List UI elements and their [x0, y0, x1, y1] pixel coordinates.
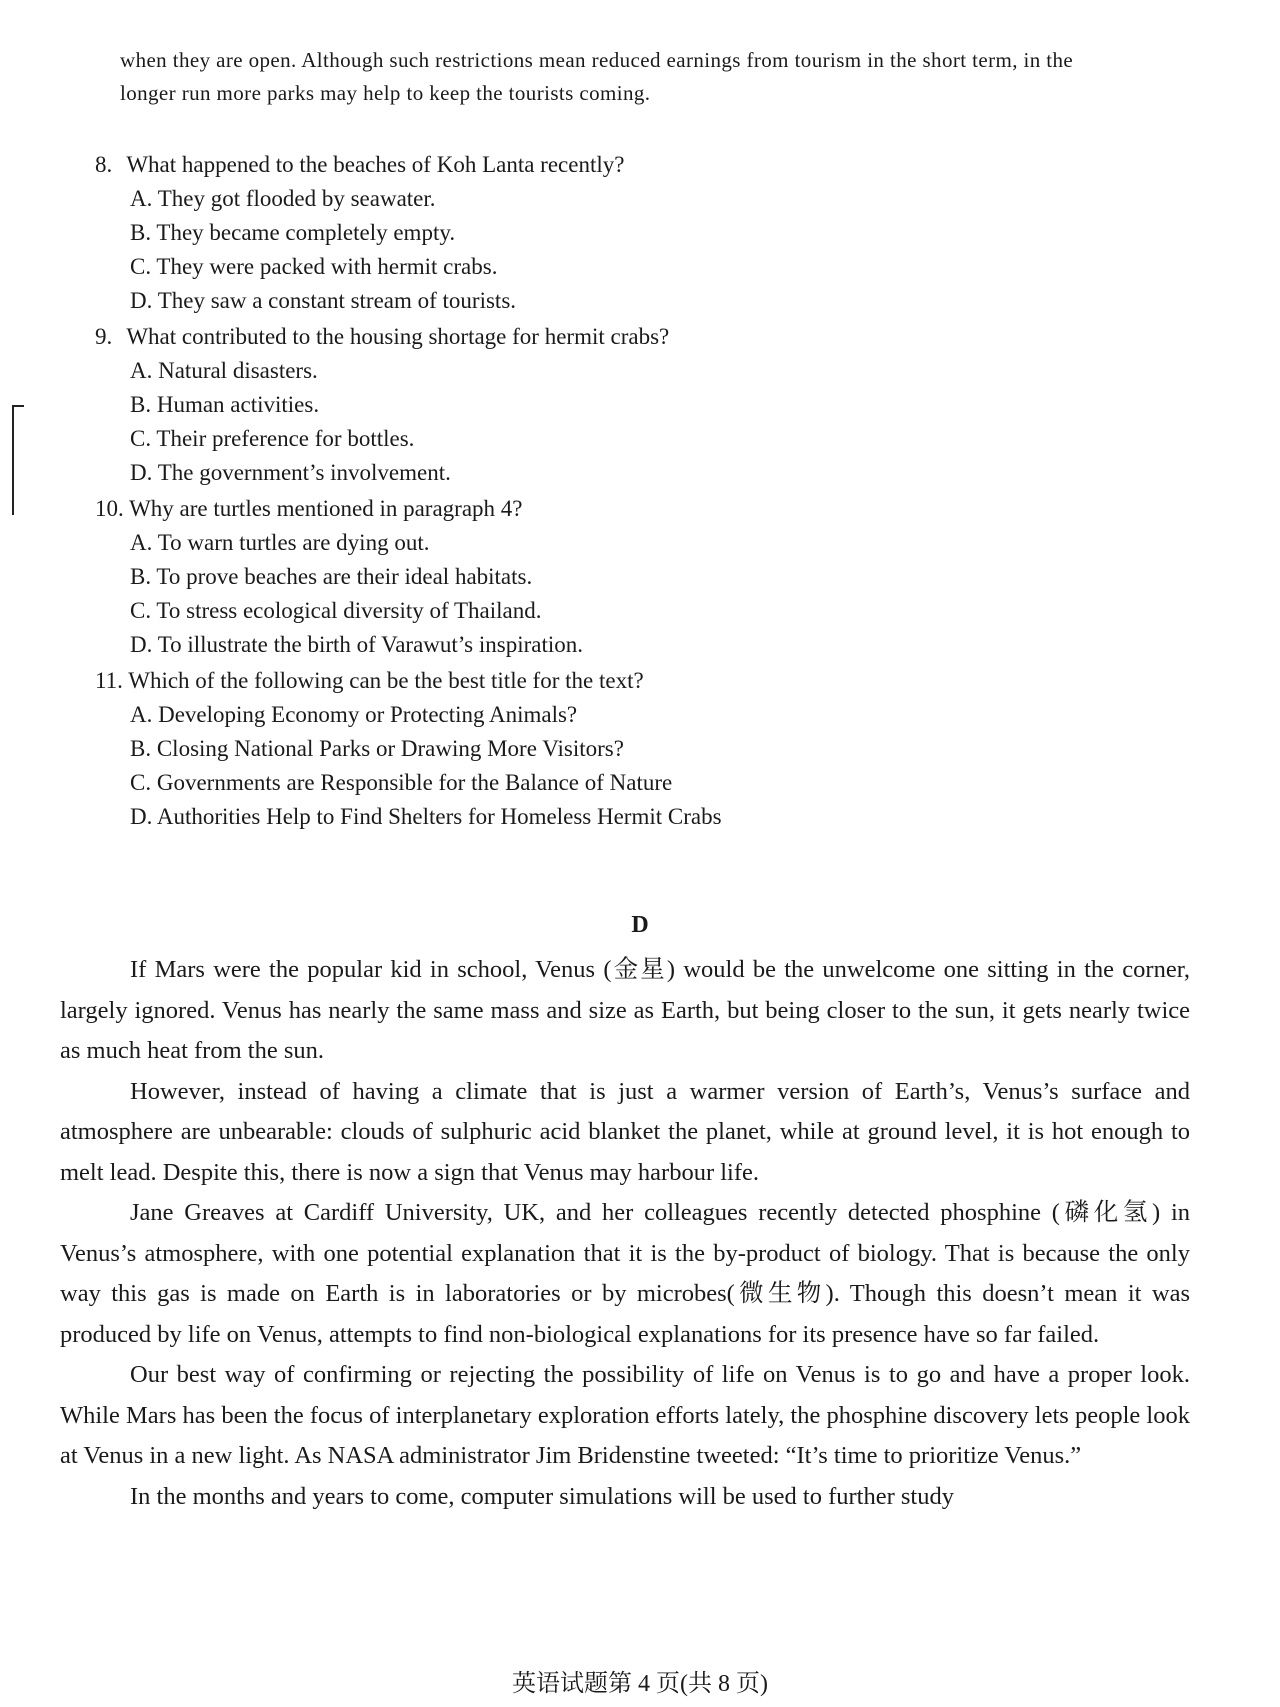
question-text: What contributed to the housing shortage for hermit crabs?: [126, 324, 670, 349]
option-c: C. Their preference for bottles.: [130, 426, 415, 451]
passage-paragraph-4: Our best way of confirming or rejecting the possibility of life on Venus is to go and have a proper look. While Mars has been the focus of interplanetary exploration efforts lately, the phosphine discovery lets people look at Venus in a new light. As NASA administrator Jim Bridenstine tweeted: “It’s time to prioritize Venus.”: [60, 1361, 1190, 1469]
question-stem: [95, 320, 1095, 354]
question-8: [95, 148, 1095, 318]
option-a: A. To warn turtles are dying out.: [130, 530, 430, 555]
question-10: [95, 492, 1095, 662]
option-a: A. They got flooded by seawater.: [130, 186, 436, 211]
question-number: 9.: [95, 324, 113, 349]
intro-paragraph: when they are open. Although such restrictions mean reduced earnings from tourism in the short term, in the longer run more parks may help to keep the tourists coming.: [120, 48, 1074, 105]
section-heading: D: [631, 912, 649, 938]
question-11: [95, 664, 1095, 834]
option-c: C. Governments are Responsible for the Balance of Nature: [130, 770, 673, 795]
binding-margin-mark: [12, 405, 24, 515]
option-d: D. The government’s involvement.: [130, 460, 451, 485]
passage-paragraph-3: Jane Greaves at Cardiff University, UK, and her colleagues recently detected phosphine (磷化氢) in Venus’s atmosphere, with one potential explanation that it is the by-product of biology. That is because the only way this gas is made on Earth is in laboratories or by microbes(微生物). Though this doesn’t mean it was produced by life on Venus, attempts to find non-biological explanations for its presence have so far failed.: [60, 1199, 1190, 1348]
question-9: [95, 320, 1095, 490]
question-list: [95, 148, 1095, 836]
question-number: 10.: [95, 496, 124, 521]
option-b: B. Closing National Parks or Drawing More Visitors?: [130, 736, 624, 761]
option-a: A. Developing Economy or Protecting Animals?: [130, 702, 578, 727]
option-c: C. They were packed with hermit crabs.: [130, 254, 498, 279]
option-b: B. To prove beaches are their ideal habitats.: [130, 564, 533, 589]
passage-paragraph-2: However, instead of having a climate that is just a warmer version of Earth’s, Venus’s surface and atmosphere are unbearable: clouds of sulphuric acid blanket the planet, while at ground level, it is hot enough to melt lead. Despite this, there is now a sign that Venus may harbour life.: [60, 1077, 1190, 1186]
passage-paragraph-5: In the months and years to come, computer simulations will be used to further study: [130, 1482, 954, 1510]
question-text: Which of the following can be the best title for the text?: [128, 668, 644, 693]
option-d: D. To illustrate the birth of Varawut’s inspiration.: [130, 632, 584, 657]
passage-continuation: [120, 44, 1120, 110]
question-stem: [95, 148, 1095, 182]
question-number: 11.: [95, 668, 123, 693]
option-a: A. Natural disasters.: [130, 358, 318, 383]
question-text: Why are turtles mentioned in paragraph 4?: [129, 496, 523, 521]
option-d: D. Authorities Help to Find Shelters for Homeless Hermit Crabs: [130, 804, 722, 829]
question-number: 8.: [95, 152, 113, 177]
option-b: B. They became completely empty.: [130, 220, 456, 245]
passage-d: [60, 950, 1190, 1517]
question-text: What happened to the beaches of Koh Lanta recently?: [126, 152, 625, 177]
passage-paragraph-1: If Mars were the popular kid in school, Venus (金星) would be the unwelcome one sitting in the corner, largely ignored. Venus has nearly the same mass and size as Earth, but being closer to the sun, it gets nearly twice as much heat from the sun.: [60, 956, 1190, 1064]
page-footer: 英语试题第 4 页(共 8 页): [512, 1671, 768, 1697]
option-c: C. To stress ecological diversity of Thailand.: [130, 598, 542, 623]
option-d: D. They saw a constant stream of tourists.: [130, 288, 517, 313]
question-stem: [95, 492, 1095, 526]
question-stem: [95, 664, 1095, 698]
option-b: B. Human activities.: [130, 392, 320, 417]
